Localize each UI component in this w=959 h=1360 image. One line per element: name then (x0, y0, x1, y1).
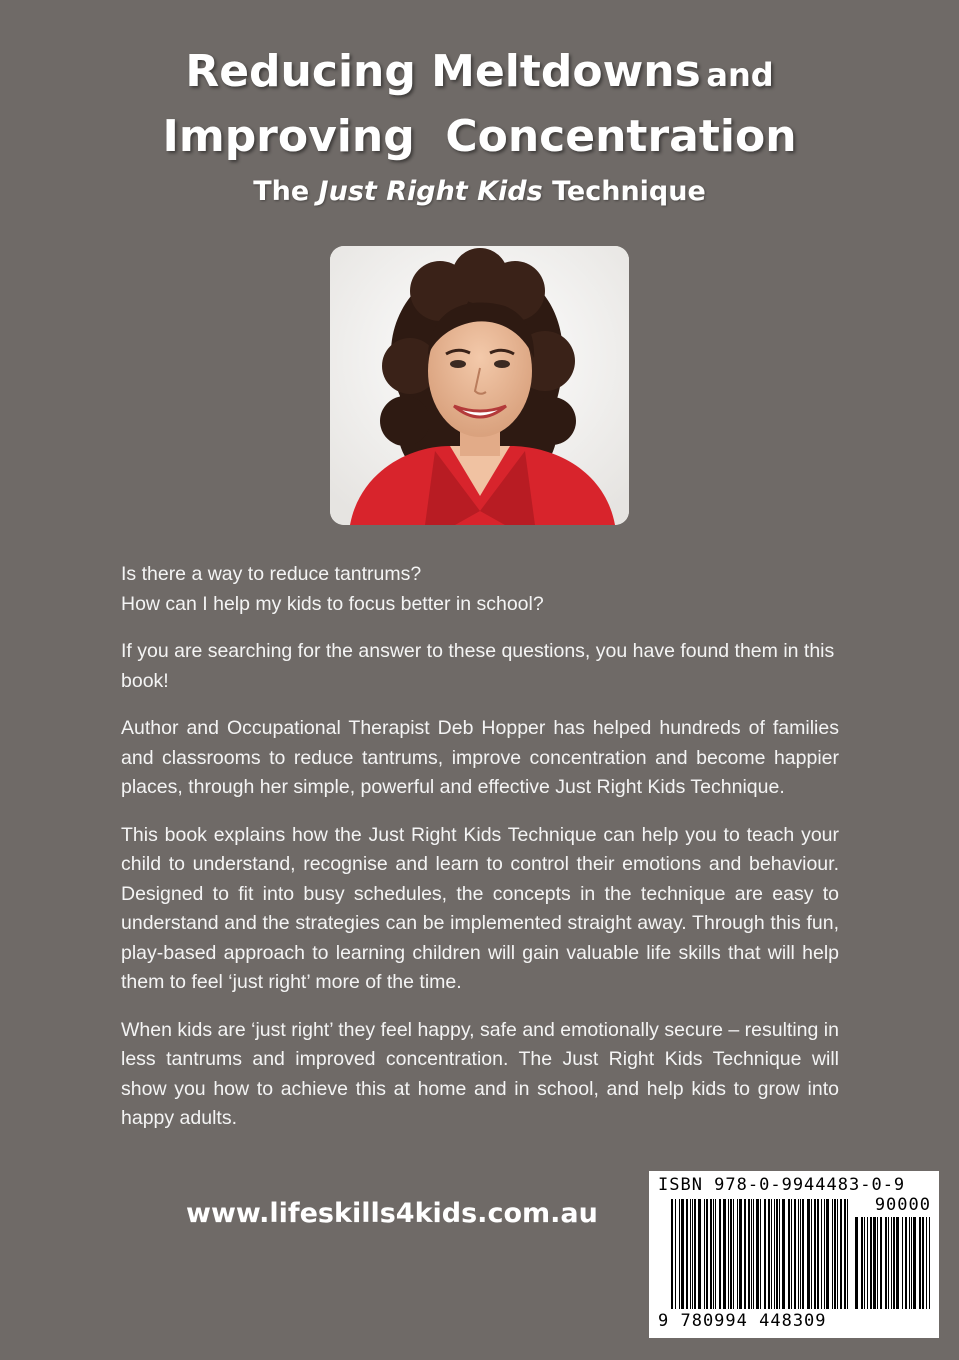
barcode-bar (817, 1199, 819, 1309)
barcode-bar (710, 1199, 712, 1309)
barcode-addon-bar (870, 1217, 872, 1309)
barcode-bar (760, 1199, 761, 1309)
barcode-bar (723, 1199, 726, 1309)
barcode-addon-bar (864, 1217, 865, 1309)
barcode-bar (768, 1199, 770, 1309)
barcode-bar (704, 1199, 705, 1309)
isbn-label: ISBN 978-0-9944483-0-9 (658, 1175, 906, 1195)
barcode-bar (774, 1199, 775, 1309)
barcode-bar (686, 1199, 688, 1309)
barcode-addon-bar (909, 1217, 910, 1309)
barcode-addon-bar (891, 1217, 892, 1309)
barcode-bar (802, 1199, 804, 1309)
barcode-bar (753, 1199, 754, 1309)
isbn-barcode (649, 1171, 939, 1338)
barcode-digits: 9 780994 448309 (658, 1311, 827, 1331)
barcode-bar (764, 1199, 766, 1309)
barcode-bar (690, 1199, 691, 1309)
barcode-bar (751, 1199, 752, 1309)
barcode-bar (824, 1199, 825, 1309)
barcode-bar (748, 1199, 750, 1309)
barcode-bar (671, 1199, 673, 1309)
barcode-addon-bar (926, 1217, 927, 1309)
author-portrait-illustration (330, 246, 629, 525)
barcode-bar (733, 1199, 734, 1309)
barcode-bar (744, 1199, 746, 1309)
barcode-bar (782, 1199, 785, 1309)
barcode-addon-bar (929, 1217, 930, 1309)
back-cover-blurb (121, 560, 839, 1152)
barcode-bar (811, 1199, 812, 1309)
book-title (0, 44, 959, 174)
website-url: www.lifeskills4kids.com.au (186, 1198, 598, 1229)
title-part2: Improving Concentration (162, 111, 797, 162)
barcode-bar (788, 1199, 790, 1309)
intro-question-2: How can I help my kids to focus better in school? (121, 592, 544, 615)
barcode-addon-bar (880, 1217, 882, 1309)
barcode-bar (694, 1199, 696, 1309)
barcode-bar (779, 1199, 780, 1309)
title-part1: Reducing Meltdowns (185, 46, 701, 97)
barcode-addon-bar (902, 1217, 903, 1309)
barcode-bar (730, 1199, 732, 1309)
barcode-addon-bar (873, 1217, 876, 1309)
barcode-bar (756, 1199, 759, 1309)
barcode-bar (840, 1199, 842, 1309)
barcode-bar (675, 1199, 676, 1309)
barcode-bar (681, 1199, 684, 1309)
barcode-bar (776, 1199, 778, 1309)
price-code: 90000 (874, 1195, 931, 1215)
barcode-addon-bar (867, 1217, 868, 1309)
barcode-bar (807, 1199, 810, 1309)
paragraph-answer: If you are searching for the answer to these questions, you have found them in this book! (121, 640, 835, 692)
book-subtitle (0, 176, 959, 207)
subtitle-suffix: Technique (552, 176, 706, 207)
subtitle-prefix: The (253, 176, 310, 207)
barcode-bar (847, 1199, 848, 1309)
barcode-bar (814, 1199, 816, 1309)
barcode-bar (837, 1199, 838, 1309)
barcode-bar (771, 1199, 772, 1309)
paragraph-author: Author and Occupational Therapist Deb Hopper has helped hundreds of families and classrooms to reduce tantrums, improve concentration and become happier places, through her simple, powerful and effective Just Right Kids Technique. (121, 717, 839, 798)
barcode-bar (719, 1199, 721, 1309)
barcode-bar (706, 1199, 708, 1309)
paragraph-conclusion: When kids are ‘just right’ they feel happy, safe and emotionally secure – resulting in less tantrums and improved concentration. The Just Right Kids Technique will show you how to achieve this at home and in school, and help kids to grow into happy adults. (121, 1018, 839, 1129)
barcode-bar (791, 1199, 792, 1309)
barcode-addon-bar (913, 1217, 916, 1309)
barcode-bar (715, 1199, 716, 1309)
barcode-bar (832, 1199, 833, 1309)
barcode-bar (737, 1199, 738, 1309)
barcode-bar (739, 1199, 742, 1309)
barcode-bar (692, 1199, 693, 1309)
barcode-bar (844, 1199, 846, 1309)
paragraph-explanation: This book explains how the Just Right Kids Technique can help you to teach your child to understand, recognise and learn to control their emotions and behaviour. Designed to fit into busy schedules, the concepts in the technique are easy to understand and the strategies can be implemented straight away. Through this fun, play-based approach to learning children will gain valuable life skills that will help them to feel ‘just right’ more of the time. (121, 823, 839, 993)
barcode-bar (834, 1199, 836, 1309)
barcode-addon-bar (919, 1217, 921, 1309)
barcode-bar (826, 1199, 829, 1309)
barcode-bar (800, 1199, 801, 1309)
barcode-addon-bar (911, 1217, 912, 1309)
barcode-addon-bar (877, 1217, 878, 1309)
subtitle-italic: Just Right Kids (318, 176, 543, 207)
barcode-bar (713, 1199, 714, 1309)
barcode-bar (698, 1199, 701, 1309)
intro-questions (121, 560, 839, 619)
barcode-bar (728, 1199, 729, 1309)
barcode-bar (821, 1199, 822, 1309)
barcode-addon-bar (855, 1217, 858, 1309)
barcode-addon-bar (905, 1217, 907, 1309)
barcode-bar (798, 1199, 799, 1309)
barcode-bar (794, 1199, 796, 1309)
barcode-addon-bar (885, 1217, 887, 1309)
barcode-bar (679, 1199, 680, 1309)
barcode-addon-bar (896, 1217, 899, 1309)
barcode-addon-bar (893, 1217, 895, 1309)
barcode-addon-bar (922, 1217, 924, 1309)
title-and: and (706, 56, 774, 94)
intro-question-1: Is there a way to reduce tantrums? (121, 563, 422, 585)
barcode-addon-bar (861, 1217, 863, 1309)
author-photo (330, 246, 629, 525)
barcode-addon-bar (888, 1217, 889, 1309)
